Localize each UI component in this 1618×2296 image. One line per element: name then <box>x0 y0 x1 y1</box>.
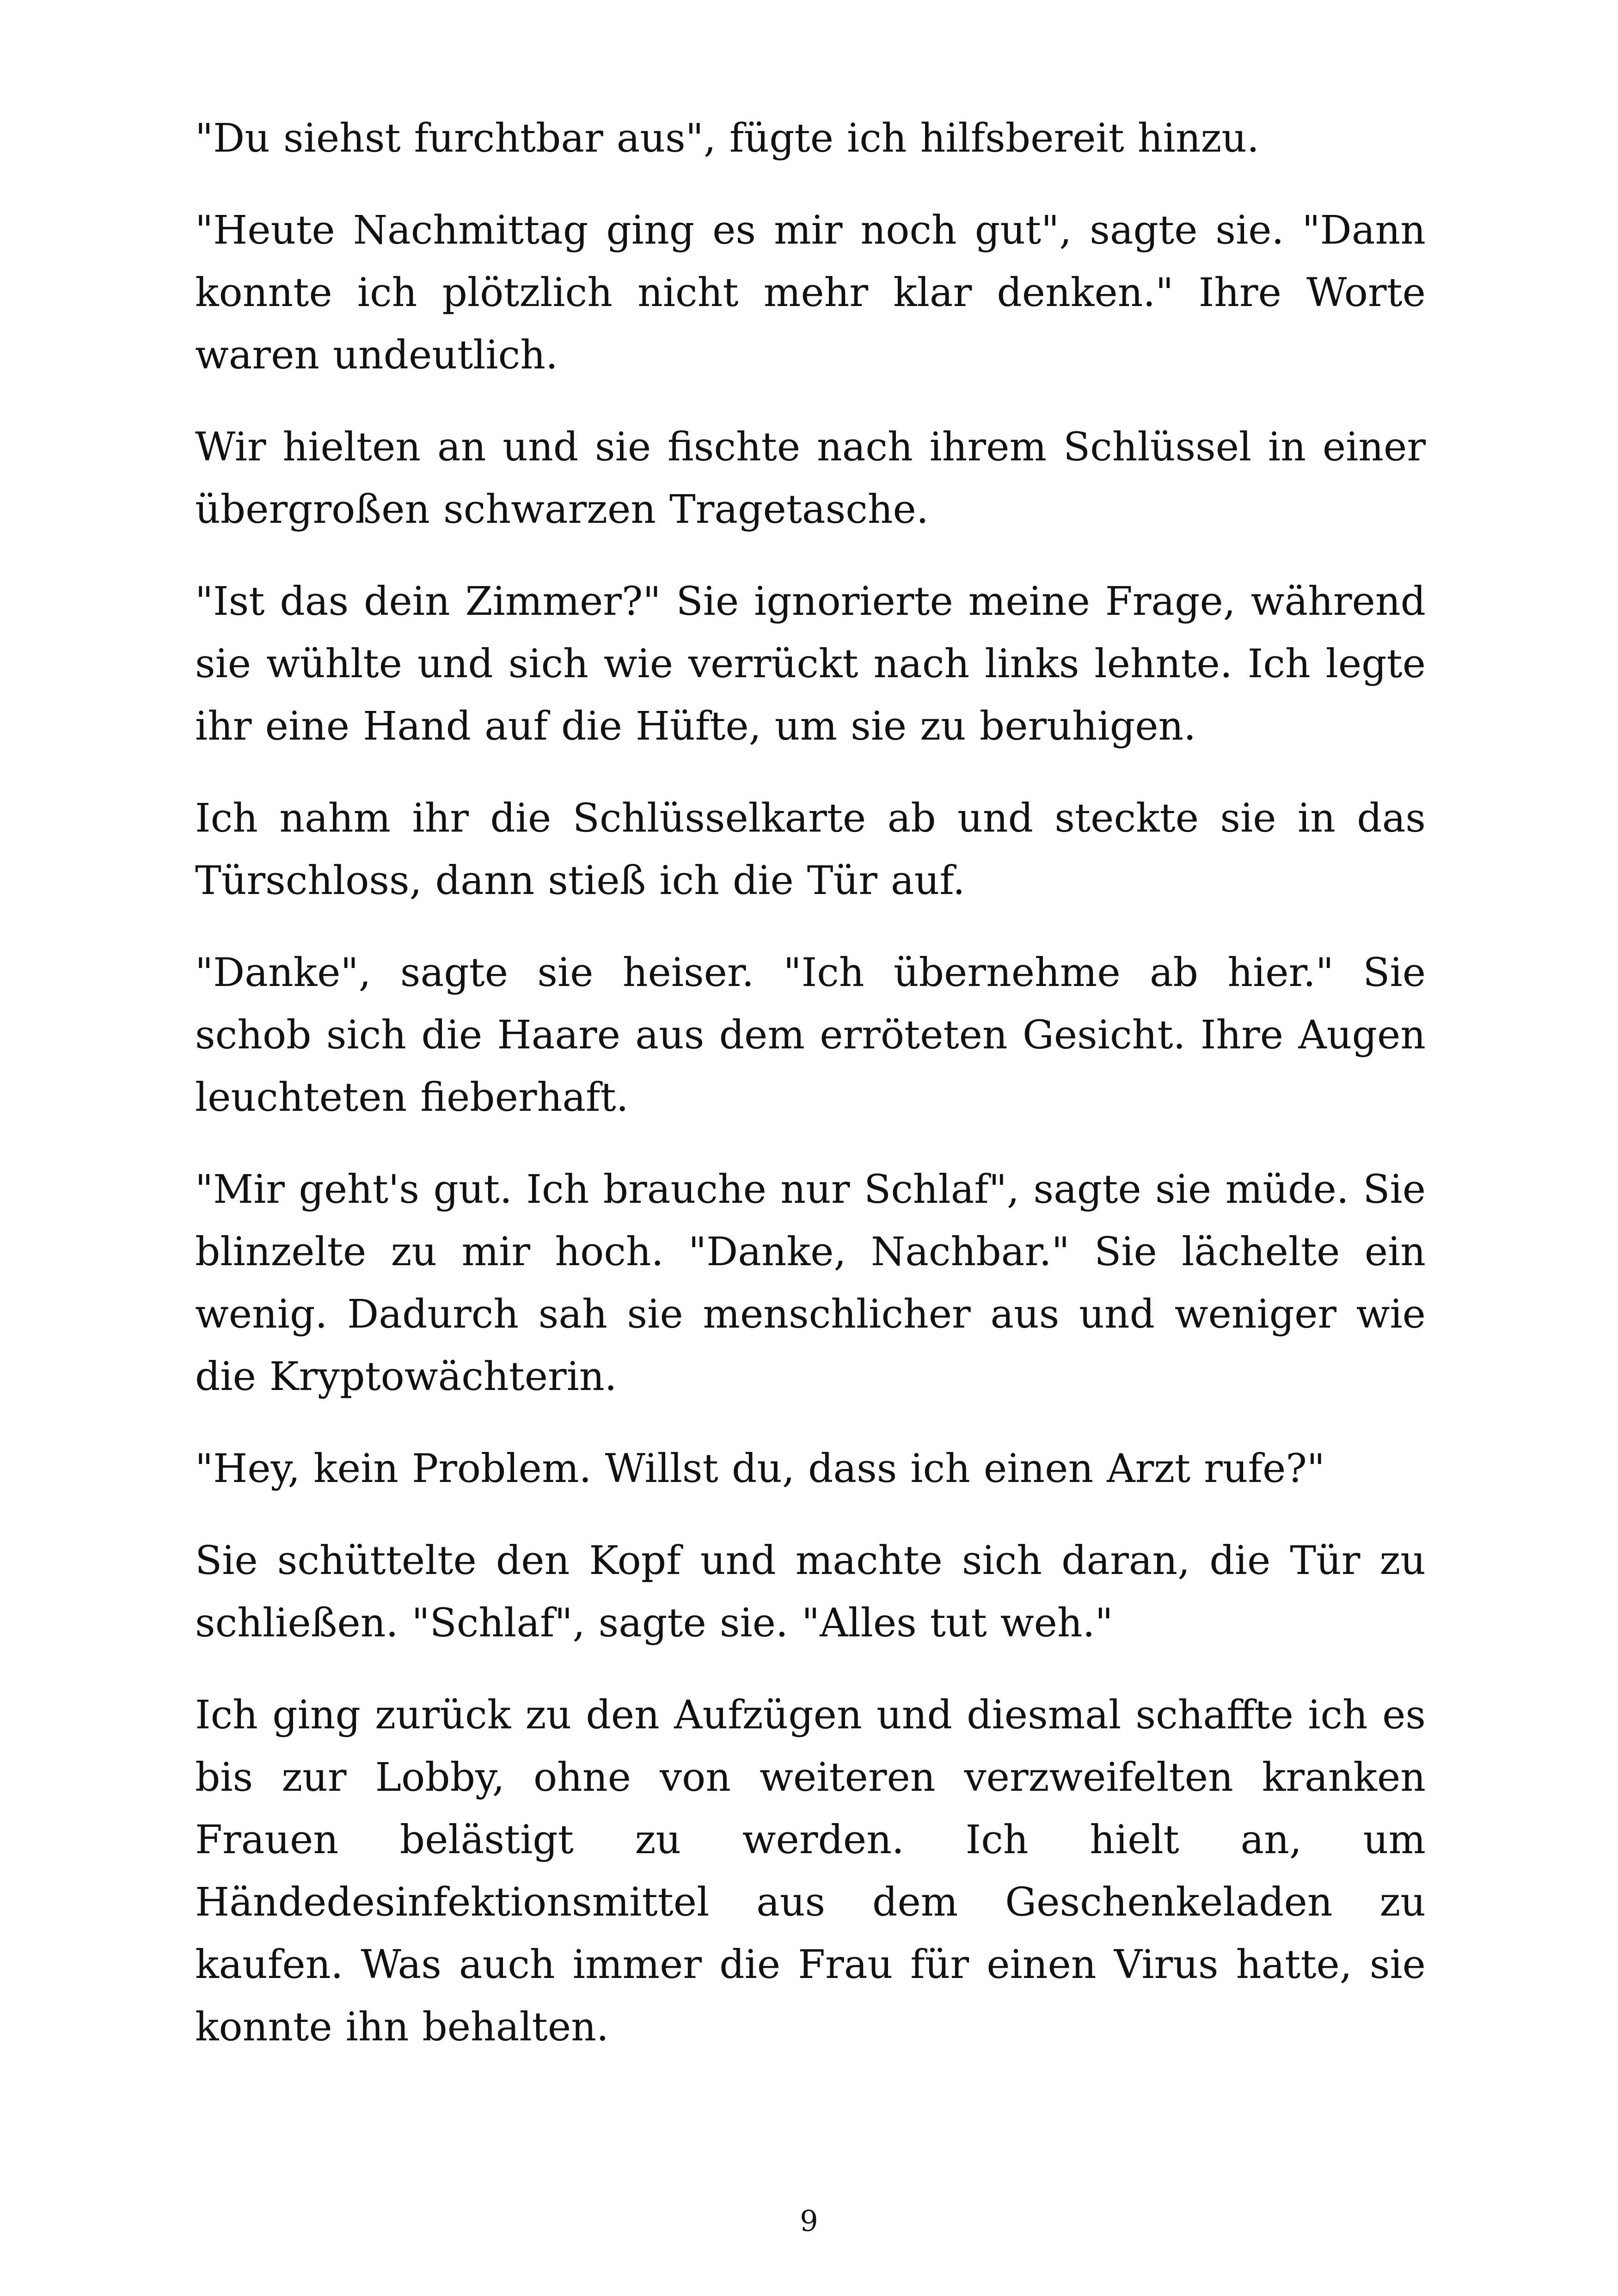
paragraph-2: "Heute Nachmittag ging es mir noch gut", sagte sie. "Dann konnte ich plötzlich nicht mehr klar denken." Ihre Worte waren undeutlich. <box>195 208 1426 378</box>
paragraph-5: Ich nahm ihr die Schlüsselkarte ab und steckte sie in das Türschloss, dann stieß ich die Tür auf. <box>195 796 1426 904</box>
paragraph-7: "Mir geht's gut. Ich brauche nur Schlaf", sagte sie müde. Sie blinzelte zu mir hoch. "Danke, Nachbar." Sie lächelte ein wenig. Dadurch sah sie menschlicher aus und weniger wie die Kryptowächterin. <box>195 1167 1426 1400</box>
paragraph-3: Wir hielten an und sie fischte nach ihrem Schlüssel in einer übergroßen schwarzen Tragetasche. <box>195 424 1426 533</box>
paragraph-6: "Danke", sagte sie heiser. "Ich übernehme ab hier." Sie schob sich die Haare aus dem erröteten Gesicht. Ihre Augen leuchteten fieberhaft. <box>195 950 1426 1120</box>
paragraph-9: Sie schüttelte den Kopf und machte sich daran, die Tür zu schließen. "Schlaf", sagte sie. "Alles tut weh." <box>195 1538 1426 1646</box>
page-number: 9 <box>800 2204 818 2238</box>
paragraph-1: "Du siehst furchtbar aus", fügte ich hilfsbereit hinzu. <box>195 116 1259 161</box>
paragraph-10: Ich ging zurück zu den Aufzügen und diesmal schaffte ich es bis zur Lobby, ohne von weiteren verzweifelten kranken Frauen belästigt zu werden. Ich hielt an, um Händedesinfektionsmittel aus dem Geschenkeladen zu kaufen. Was auch immer die Frau für einen Virus hatte, sie konnte ihn behalten. <box>195 1692 1426 2050</box>
paragraph-4: "Ist das dein Zimmer?" Sie ignorierte meine Frage, während sie wühlte und sich wie verrückt nach links lehnte. Ich legte ihr eine Hand auf die Hüfte, um sie zu beruhigen. <box>195 579 1426 749</box>
paragraph-8: "Hey, kein Problem. Willst du, dass ich einen Arzt rufe?" <box>195 1446 1325 1492</box>
page-body <box>195 107 1426 2088</box>
